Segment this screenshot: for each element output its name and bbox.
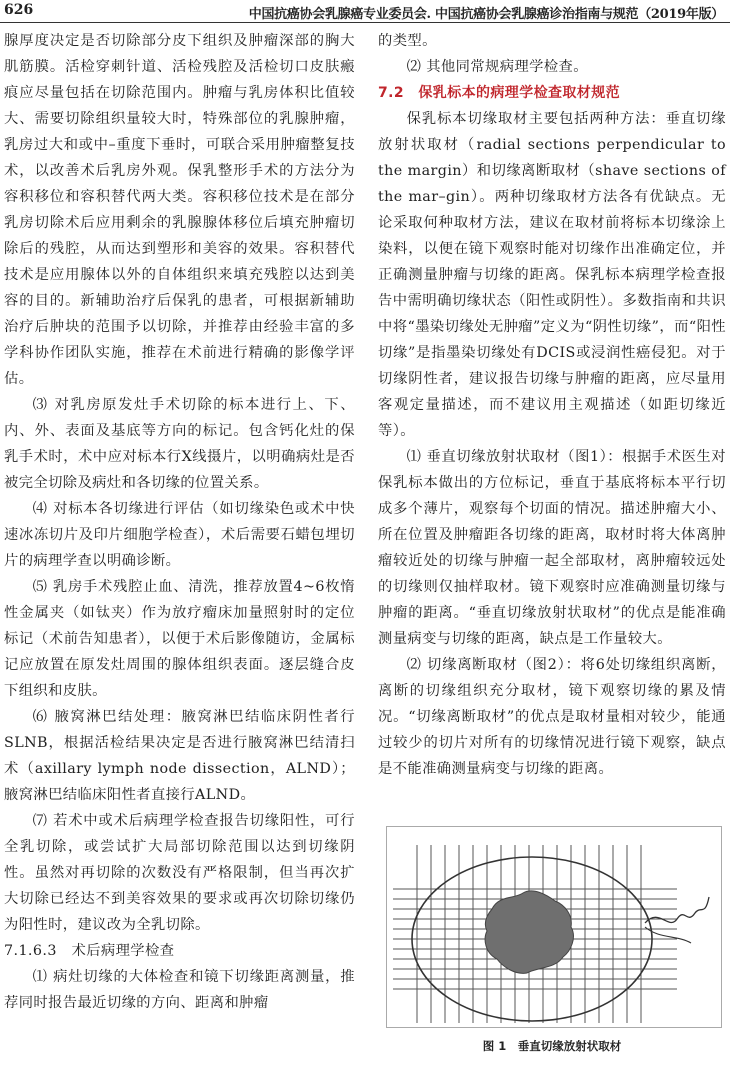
- paragraph: ⑺ 若术中或术后病理学检查报告切缘阳性，可行全乳切除，或尝试扩大局部切除范围以达到切缘阴性。虽然对再切除的次数没有严格限制，但当再次扩大切除已经达不到美容效果的要求或再次切除切缘仍为阳性时，建议改为全乳切除。: [4, 813, 355, 933]
- tumor-mass: [485, 891, 573, 973]
- paragraph: ⑵ 其他同常规病理学检查。: [406, 59, 588, 75]
- figure-caption: 图 1 垂直切缘放射状取材: [482, 1039, 622, 1053]
- paragraph: ⑴ 垂直切缘放射状取材（图1）：根据手术医生对保乳标本做出的方位标记，垂直于基底将标本平行切成多个薄片，观察每个切面的情况。描述肿瘤大小、所在位置及肿瘤距各切缘的距离，取材时将大体离肿瘤较近处的切缘与肿瘤一起全部取材，离肿瘤较远处的切缘则仅抽样取材。镜下观察时应准确测量切缘与肿瘤的距离。“垂直切缘放射状取材”的优点是能准确测量病变与切缘的距离，缺点是工作量较大。: [378, 449, 726, 647]
- paragraph: 的类型。: [378, 33, 437, 49]
- section-heading: 7.2 保乳标本的病理学检查取材规范: [378, 85, 620, 101]
- paragraph: ⑶ 对乳房原发灶手术切除的标本进行上、下、内、外、表面及基底等方向的标记。包含钙化灶的保乳手术时，术中应对标本行X线摄片，以明确病灶是否被完全切除及病灶和各切缘的位置关系。: [4, 397, 355, 491]
- paragraph: ⑷ 对标本各切缘进行评估（如切缘染色或术中快速冰冻切片及印片细胞学检查），术后需要石蜡包埋切片的病理学查以明确诊断。: [4, 501, 355, 569]
- page-number: 626: [4, 2, 34, 18]
- radial-sections-diagram: [387, 827, 721, 1027]
- right-column: [378, 28, 726, 782]
- paragraph: 保乳标本切缘取材主要包括两种方法：垂直切缘放射状取材（radial sections perpendicular to the margin）和切缘离断取材（shave sections of the mar–gin）。两种切缘取材方法各有优缺点。无论采取何种取材方法，建议在取材前将标本切缘涂上染料，以便在镜下观察时能对切缘作出准确定位，并正确测量肿瘤与切缘的距离。保乳标本病理学检查报告中需明确切缘状态（阳性或阴性）。多数指南和共识中将“墨染切缘处无肿瘤”定义为“阴性切缘”，而“阳性切缘”是指墨染切缘处有DCIS或浸润性癌侵犯。对于切缘阴性者，建议报告切缘与肿瘤的距离，应尽量用客观定量描述，而不建议用主观描述（如距切缘近等）。: [378, 111, 726, 439]
- paragraph: 腺厚度决定是否切除部分皮下组织及肿瘤深部的胸大肌筋膜。活检穿刺针道、活检残腔及活检切口皮肤瘢痕应尽量包括在切除范围内。肿瘤与乳房体积比值较大、需要切除组织量较大时，特殊部位的乳腺肿瘤，乳房过大和或中–重度下垂时，可联合采用肿瘤整复技术，以改善术后乳房外观。保乳整形手术的方法分为容积移位和容积替代两大类。容积移位技术是在部分乳房切除术后应用剩余的乳腺腺体移位后填充肿瘤切除后的残腔，从而达到塑形和美容的效果。容积替代技术是应用腺体以外的自体组织来填充残腔以达到美容的目的。新辅助治疗后保乳的患者，可根据新辅助治疗后肿块的范围予以切除，并推荐由经验丰富的多学科协作团队实施，推荐在术前进行精确的影像学评估。: [4, 33, 355, 387]
- running-title: 中国抗癌协会乳腺癌专业委员会. 中国抗癌协会乳腺癌诊治指南与规范（2019年版）: [248, 7, 724, 22]
- paragraph: ⑸ 乳房手术残腔止血、清洗，推荐放置4~6枚惰性金属夹（如钛夹）作为放疗瘤床加量照射时的定位标记（术前告知患者），以便于术后影像随访，金属标记应放置在原发灶周围的腺体组织表面。逐层缝合皮下组织和皮肤。: [4, 579, 355, 699]
- page-header: [0, 0, 730, 23]
- paragraph: ⑵ 切缘离断取材（图2）：将6处切缘组织离断，离断的切缘组织充分取材，镜下观察切缘的累及情况。“切缘离断取材”的优点是取材量相对较少，能通过较少的切片对所有的切缘情况进行镜下观察，缺点是不能准确测量病变与切缘的距离。: [378, 657, 726, 777]
- paragraph: ⑹ 腋窝淋巴结处理：腋窝淋巴结临床阴性者行SLNB，根据活检结果决定是否进行腋窝淋巴结清扫术（axillary lymph node dissection，ALND）；腋窝淋巴结临床阳性者直接行ALND。: [4, 709, 355, 803]
- paragraph: ⑴ 病灶切缘的大体检查和镜下切缘距离测量，推荐同时报告最近切缘的方向、距离和肿瘤: [4, 969, 355, 1011]
- left-column: [4, 28, 355, 1016]
- subsection-heading: 7.1.6.3 术后病理学检查: [4, 943, 175, 959]
- figure-1: [386, 826, 722, 1028]
